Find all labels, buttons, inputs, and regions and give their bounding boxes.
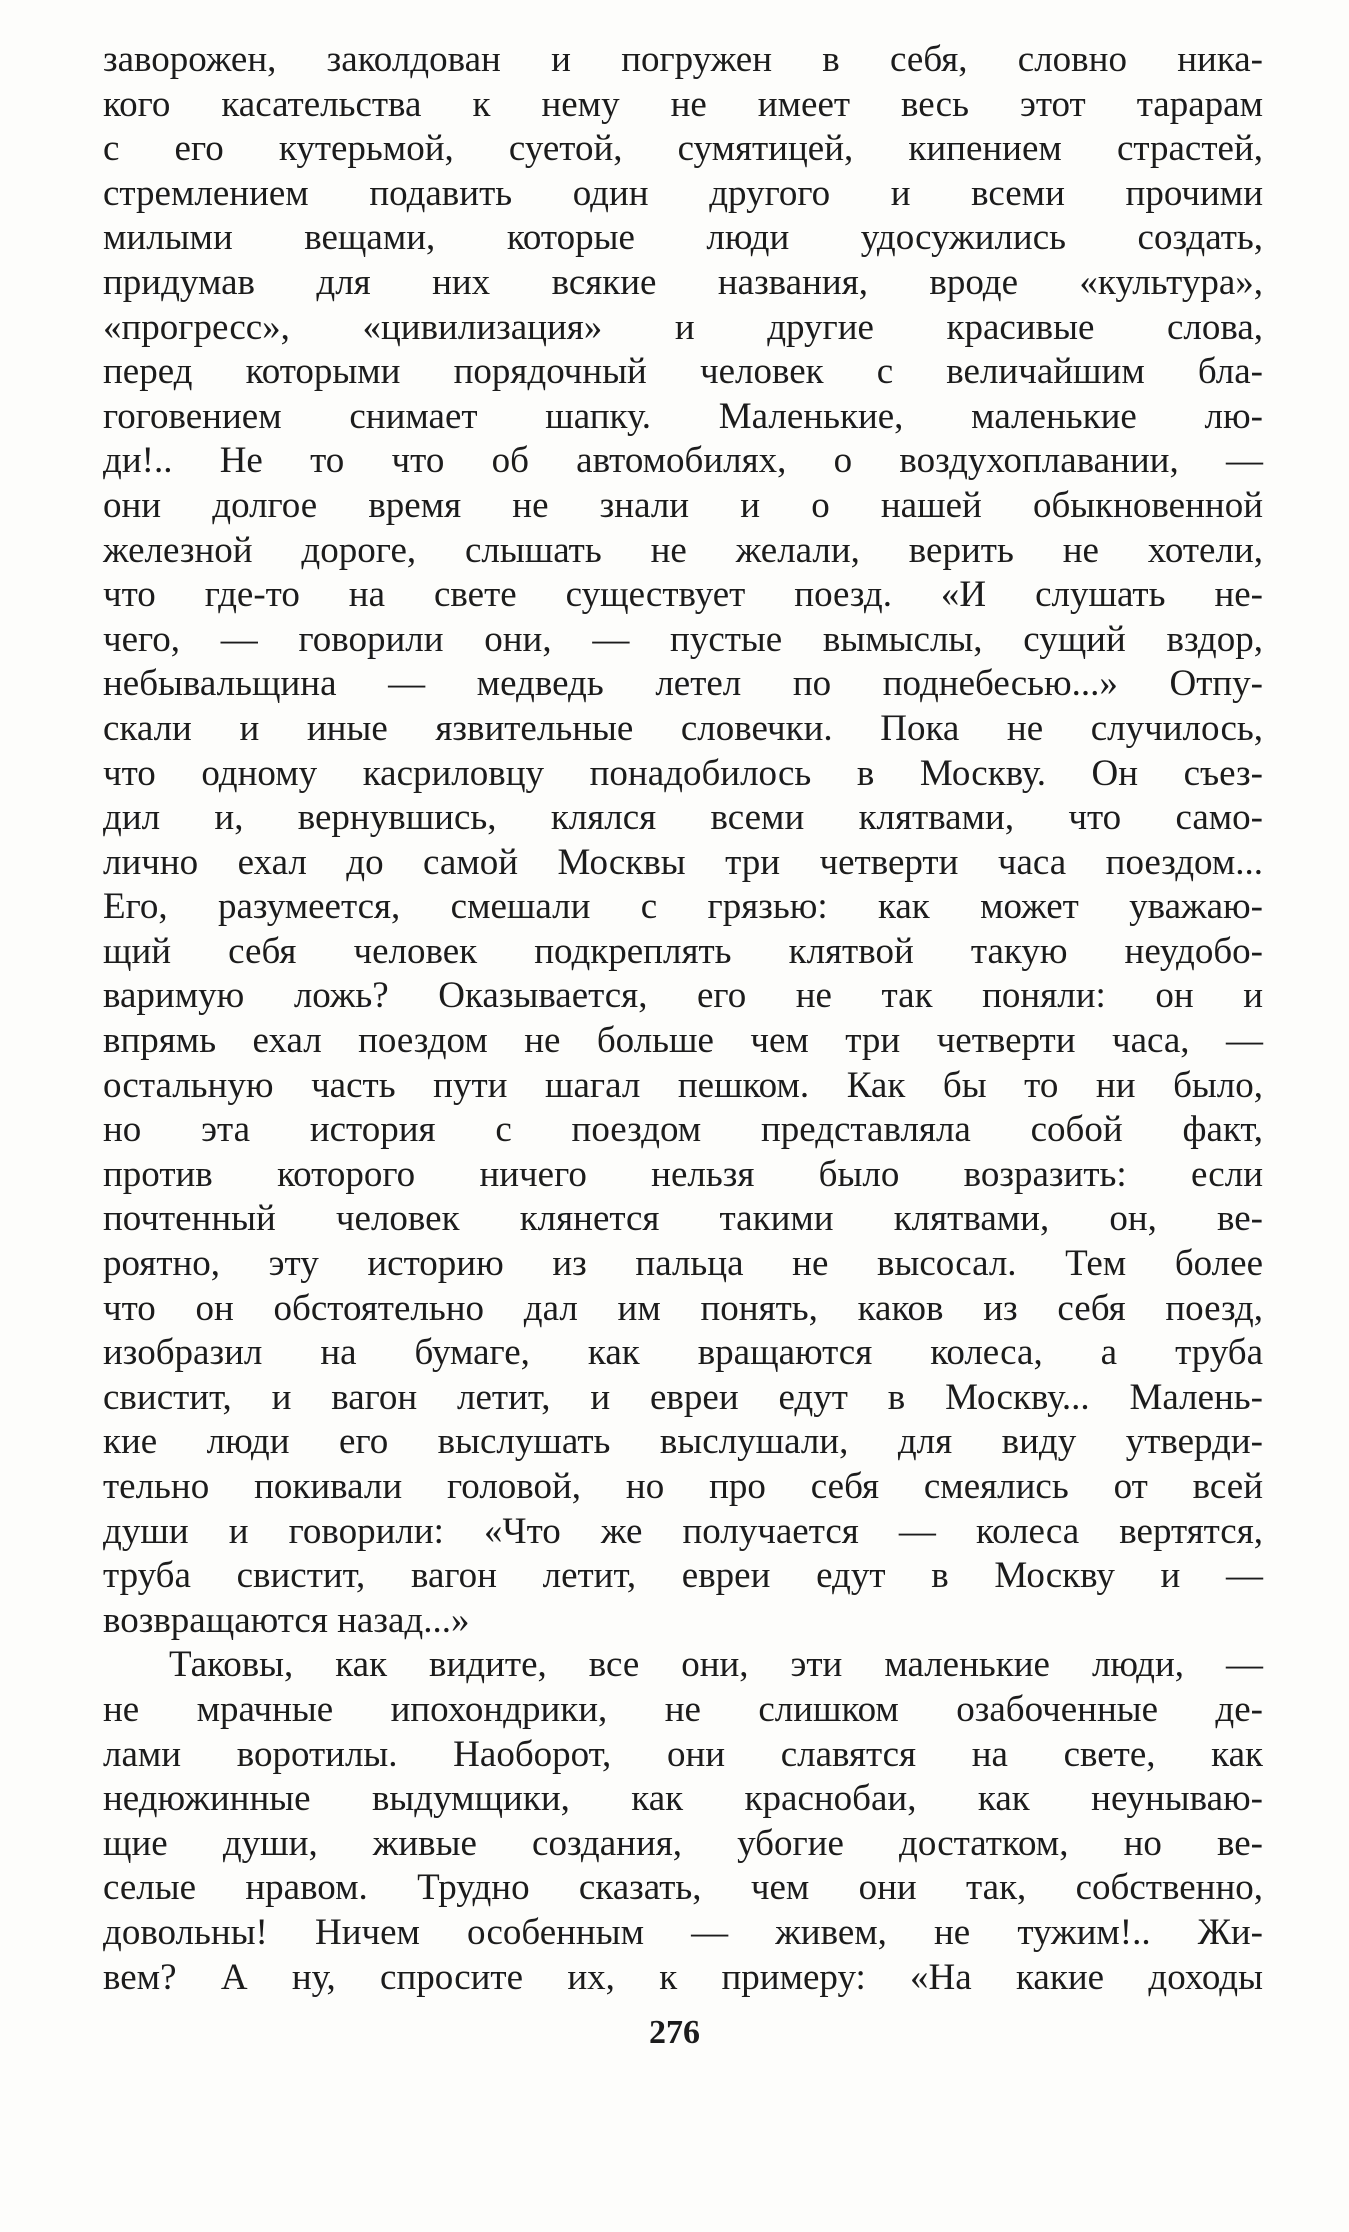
text-line: небывальщина — медведь летел по поднебесью...» Отпу- (103, 663, 1263, 705)
text-line: свистит, и вагон летит, и евреи едут в Москву... Малень- (103, 1376, 1263, 1418)
paragraph (103, 1643, 1263, 2000)
text-line: щий себя человек подкреплять клятвой такую неудобо- (103, 930, 1263, 972)
text-line: щие души, живые создания, убогие достатком, но ве- (103, 1822, 1263, 1864)
text-line: почтенный человек клянется такими клятвами, он, ве- (103, 1198, 1263, 1240)
text-line: тельно покивали головой, но про себя смеялись от всей (103, 1466, 1263, 1507)
text-line: что где-то на свете существует поезд. «И слушать не- (103, 574, 1263, 616)
text-line: довольны! Ничем особенным — живем, не тужим!.. Жи- (103, 1911, 1263, 1953)
text-line: стремлением подавить один другого и всеми прочими (103, 172, 1263, 214)
text-line: селые нравом. Трудно сказать, чем они так, собственно, (103, 1867, 1263, 1909)
text-line: дил и, вернувшись, клялся всеми клятвами, что само- (103, 797, 1263, 839)
text-line: вем? А ну, спросите их, к примеру: «На какие доходы (103, 1956, 1263, 1998)
text-line: перед которыми порядочный человек с величайшим бла- (103, 351, 1263, 393)
paragraph (103, 38, 1263, 1643)
text-line: скали и иные язвительные словечки. Пока не случилось, (103, 707, 1263, 749)
body-text (103, 38, 1263, 2000)
text-line: роятно, эту историю из пальца не высосал. Тем более (103, 1243, 1263, 1285)
text-line: кие люди его выслушать выслушали, для виду утверди- (103, 1421, 1263, 1463)
text-line: кого касательства к нему не имеет весь этот тарарам (103, 83, 1263, 125)
text-line: впрямь ехал поездом не больше чем три четверти часа, — (103, 1020, 1263, 1062)
text-line: ди!.. Не то что об автомобилях, о воздухоплавании, — (103, 440, 1263, 482)
text-line: остальную часть пути шагал пешком. Как бы то ни было, (103, 1064, 1263, 1106)
text-line: недюжинные выдумщики, как краснобаи, как неунываю- (103, 1778, 1263, 1820)
text-line: что одному касриловцу понадобилось в Москву. Он съез- (103, 752, 1263, 794)
text-line: что он обстоятельно дал им понять, каков из себя поезд, (103, 1287, 1263, 1329)
text-line: чего, — говорили они, — пустые вымыслы, сущий вздор, (103, 618, 1263, 660)
text-line: милыми вещами, которые люди удосужились создать, (103, 217, 1263, 259)
text-line: они долгое время не знали и о нашей обыкновенной (103, 484, 1263, 526)
text-line: изобразил на бумаге, как вращаются колеса, а труба (103, 1332, 1263, 1374)
text-line: против которого ничего нельзя было возразить: если (103, 1153, 1263, 1195)
text-line: труба свистит, вагон летит, евреи едут в Москву и — (103, 1555, 1263, 1597)
text-line: с его кутерьмой, суетой, сумятицей, кипением страстей, (103, 128, 1263, 170)
text-line: души и говорили: «Что же получается — колеса вертятся, (103, 1510, 1263, 1552)
text-line: железной дороге, слышать не желали, верить не хотели, (103, 529, 1263, 571)
text-line: «прогресс», «цивилизация» и другие красивые слова, (103, 306, 1263, 348)
text-line: гоговением снимает шапку. Маленькие, маленькие лю- (103, 395, 1263, 437)
text-line: не мрачные ипохондрики, не слишком озабоченные де- (103, 1688, 1263, 1730)
text-line: Его, разумеется, смешали с грязью: как может уважаю- (103, 886, 1263, 928)
text-line: лами воротилы. Наоборот, они славятся на свете, как (103, 1733, 1263, 1775)
text-line: варимую ложь? Оказывается, его не так поняли: он и (103, 975, 1263, 1017)
text-line: Таковы, как видите, все они, эти маленькие люди, — (169, 1644, 1263, 1686)
text-line: лично ехал до самой Москвы три четверти часа поездом... (103, 841, 1263, 883)
text-line: заворожен, заколдован и погружен в себя, словно ника- (103, 39, 1263, 80)
page-number: 276 (649, 2014, 700, 2051)
text-line: придумав для них всякие названия, вроде «культура», (103, 261, 1263, 303)
text-line: возвращаются назад...» (103, 1599, 470, 1641)
text-line: но эта история с поездом представляла собой факт, (103, 1109, 1263, 1151)
